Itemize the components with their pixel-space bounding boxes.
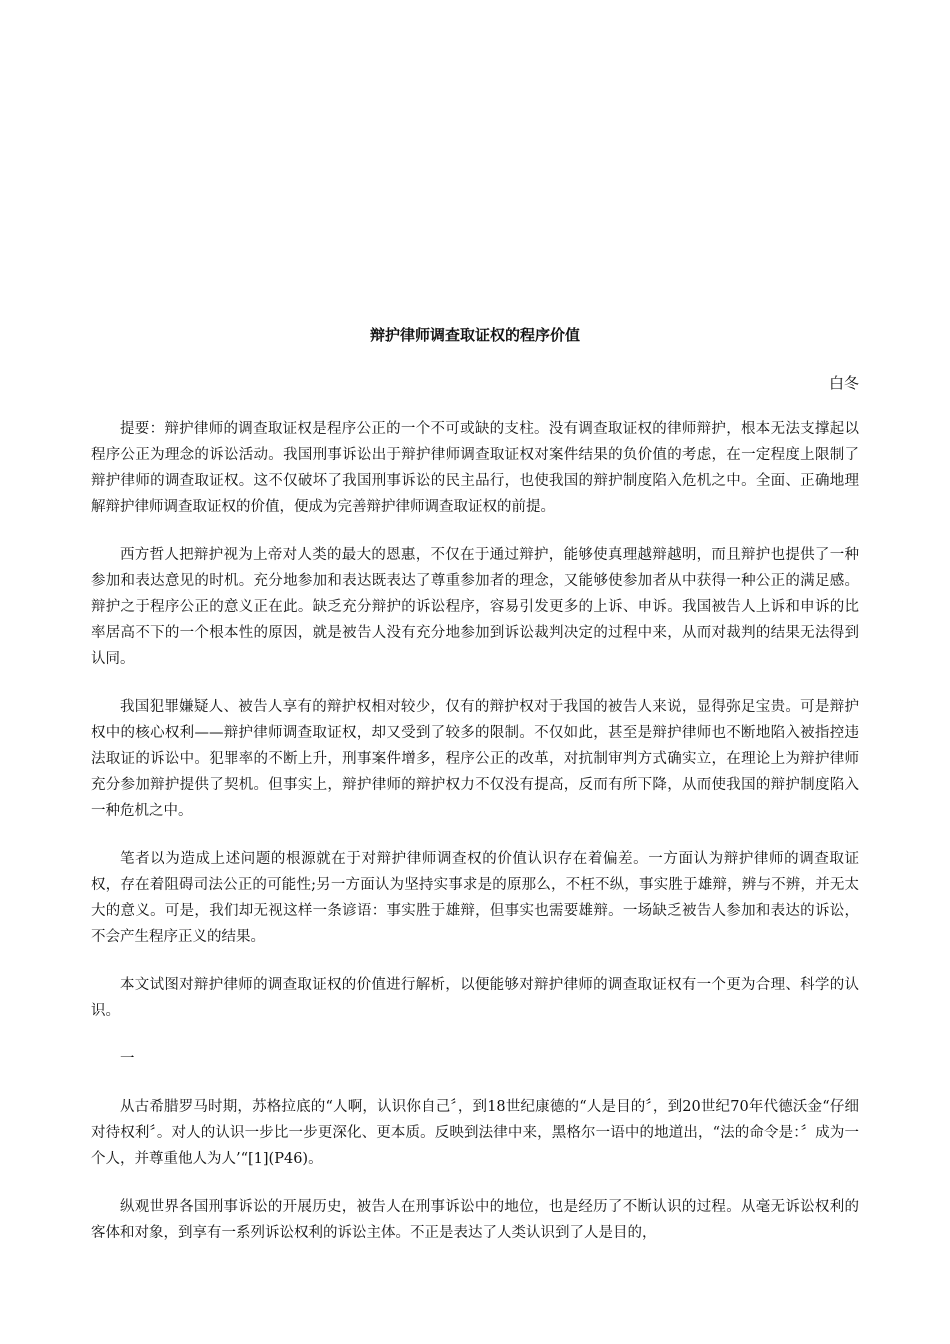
paragraph: 我国犯罪嫌疑人、被告人享有的辩护权相对较少，仅有的辩护权对于我国的被告人来说，显得弥足宝贵。可是辩护权中的核心权利——辩护律师调查取证权，却又受到了较多的限制。不仅如此，甚至是辩护律师也不断地陷入被指控违法取证的诉讼中。犯罪率的不断上升，刑事案件增多，程序公正的改革，对抗制审判方式确实立，在理论上为辩护律师充分参加辩护提供了契机。但事实上，辩护律师的辩护权力不仅没有提高，反而有所下降，从而使我国的辩护制度陷入一种危机之中。 [91,699,859,819]
paragraph: 从古希腊罗马时期，苏格拉底的“人啊，认识你自己〞，到18世纪康德的“人是目的〞，到20世纪70年代德沃金“仔细对待权利〞。对人的认识一步比一步更深化、更本质。反映到法律中来，黑格尔一语中的地道出，“法的命令是：〞成为一个人，并尊重他人为人’“[1](P46)。 [91,1099,859,1167]
document-page [91,0,859,1344]
document-title: 辩护律师调查取证权的程序价值 [369,326,580,344]
section-heading: 一 [120,1051,135,1067]
document-body [91,416,859,1268]
paragraph: 本文试图对辩护律师的调查取证权的价值进行解析，以便能够对辩护律师的调查取证权有一个更为合理、科学的认识。 [91,977,859,1019]
paragraph: 西方哲人把辩护视为上帝对人类的最大的恩惠，不仅在于通过辩护，能够使真理越辩越明，而且辩护也提供了一种参加和表达意见的时机。充分地参加和表达既表达了尊重参加者的理念，又能够使参加者从中获得一种公正的满足感。辩护之于程序公正的意义正在此。缺乏充分辩护的诉讼程序，容易引发更多的上诉、申诉。我国被告人上诉和申诉的比率居高不下的一个根本性的原因，就是被告人没有充分地参加到诉讼裁判决定的过程中来，从而对裁判的结果无法得到认同。 [91,547,859,667]
paragraph: 笔者以为造成上述问题的根源就在于对辩护律师调查权的价值认识存在着偏差。一方面认为辩护律师的调查取证权，存在着阻碍司法公正的可能性;另一方面认为坚持实事求是的原那么，不枉不纵，事实胜于雄辩，辨与不辨，并无太大的意义。可是，我们却无视这样一条谚语：事实胜于雄辩，但事实也需要雄辩。一场缺乏被告人参加和表达的诉讼，不会产生程序正义的结果。 [91,851,859,945]
paragraph-abstract: 提要：辩护律师的调查取证权是程序公正的一个不可或缺的支柱。没有调查取证权的律师辩护，根本无法支撑起以程序公正为理念的诉讼活动。我国刑事诉讼出于辩护律师调查取证权对案件结果的负价值的考虑，在一定程度上限制了辩护律师的调查取证权。这不仅破坏了我国刑事诉讼的民主品行，也使我国的辩护制度陷入危机之中。全面、正确地理解辩护律师调查取证权的价值，便成为完善辩护律师调查取证权的前提。 [91,421,859,515]
paragraph: 纵观世界各国刑事诉讼的开展历史，被告人在刑事诉讼中的地位，也是经历了不断认识的过程。从毫无诉讼权利的客体和对象，到享有一系列诉讼权利的诉讼主体。不正是表达了人类认识到了人是目的， [91,1199,859,1241]
document-author: 白冬 [828,374,859,392]
